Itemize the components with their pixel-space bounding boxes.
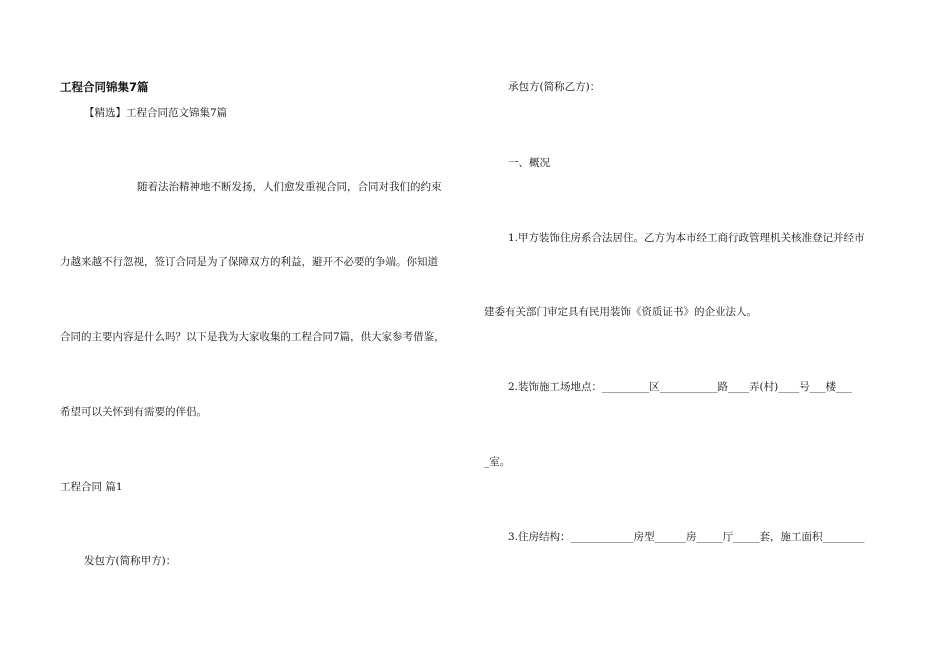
intro-paragraph-line: 力越来越不行忽视，签订合同是为了保障双方的利益，避开不必要的争端。你知道 xyxy=(60,256,438,268)
overview-item-line: _室。 xyxy=(484,456,511,468)
intro-paragraph-line: 合同的主要内容是什么吗？以下是我为大家收集的工程合同7篇，供大家参考借鉴， xyxy=(60,331,445,343)
overview-item-line: 2.装饰施工场地点：_________区___________路____弄(村)____号___楼___ xyxy=(508,381,852,393)
overview-item-line: 3.住房结构：____________房型______房_____厅_____套，施工面积________ xyxy=(508,531,865,543)
document-subtitle: 【精选】工程合同范文锦集7篇 xyxy=(84,107,228,119)
section-heading: 工程合同 篇1 xyxy=(60,481,123,493)
intro-paragraph-line: 随着法治精神地不断发扬，人们愈发重视合同，合同对我们的约束 xyxy=(137,181,442,193)
party-b-label: 承包方(简称乙方)： xyxy=(508,81,601,93)
intro-paragraph-line: 希望可以关怀到有需要的伴侣。 xyxy=(60,406,207,418)
overview-heading: 一、概况 xyxy=(508,157,550,169)
document-title: 工程合同锦集7篇 xyxy=(60,80,149,94)
overview-item-line: 1.甲方装饰住房系合法居住。乙方为本市经工商行政管理机关核准登记并经市 xyxy=(508,232,865,244)
overview-item-line: 建委有关部门审定具有民用装饰《资质证书》的企业法人。 xyxy=(484,306,757,318)
party-a-label: 发包方(简称甲方)： xyxy=(84,555,177,567)
